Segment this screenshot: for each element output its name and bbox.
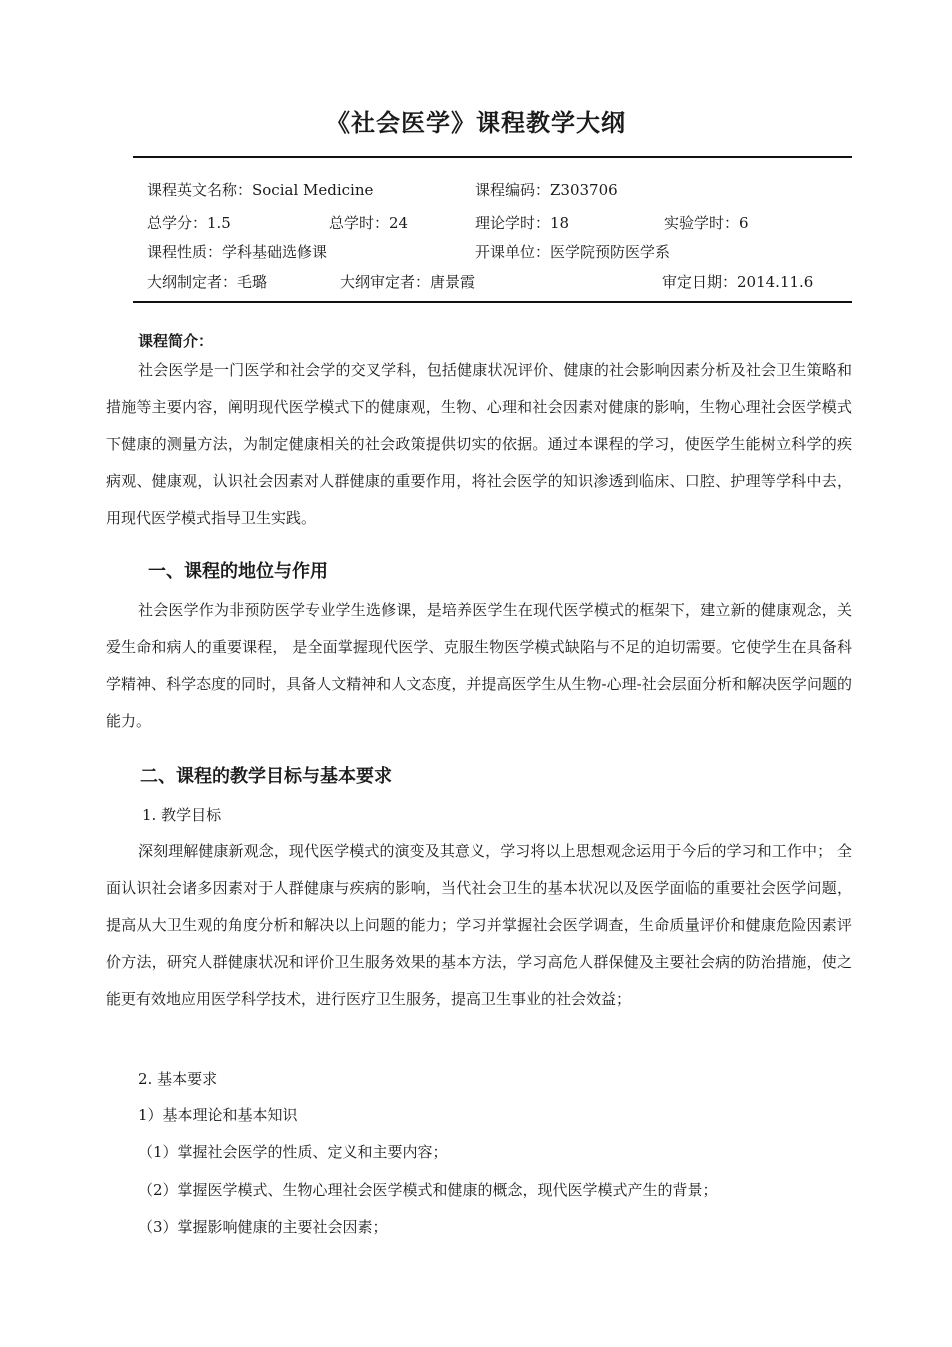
requirement-item: （2）掌握医学模式、生物心理社会医学模式和健康的概念，现代医学模式产生的背景；: [138, 1181, 718, 1199]
course-english-name: 课程英文名称：Social Medicine: [147, 181, 374, 199]
review-date: 审定日期：2014.11.6: [662, 273, 814, 291]
basic-theory-subheading: 1）基本理论和基本知识: [138, 1106, 298, 1124]
requirement-item: （1）掌握社会医学的性质、定义和主要内容；: [138, 1143, 448, 1161]
syllabus-author: 大纲制定者：毛璐: [147, 273, 268, 291]
section2-heading: 二、课程的教学目标与基本要求: [140, 766, 392, 787]
lab-hours: 实验学时：6: [664, 214, 749, 232]
teaching-goal-paragraph: 深刻理解健康新观念，现代医学模式的演变及其意义，学习将以上思想观念运用于今后的学习和工作中； 全面认识社会诸多因素对于人群健康与疾病的影响，当代社会卫生的基本状况以及医学面临的重要社会医学问题，提高从大卫生观的角度分析和解决以上问题的能力；学习并掌握社会医学调查，生命质量评价和健康危险因素评价方法，研究人群健康状况和评价卫生服务效果的基本方法，学习高危人群保健及主要社会病的防治措施，使之能更有效地应用医学科学技术，进行医疗卫生服务，提高卫生事业的社会效益；: [106, 842, 852, 1008]
total-hours: 总学时：24: [329, 214, 409, 232]
header-top-rule: [133, 156, 852, 158]
total-credits: 总学分：1.5: [147, 214, 231, 232]
course-department: 开课单位：医学院预防医学系: [475, 243, 671, 261]
course-nature: 课程性质：学科基础选修课: [147, 243, 328, 261]
teaching-goal-heading: 1. 教学目标: [142, 806, 222, 824]
section1-paragraph: 社会医学作为非预防医学专业学生选修课，是培养医学生在现代医学模式的框架下，建立新的健康观念，关爱生命和病人的重要课程， 是全面掌握现代医学、克服生物医学模式缺陷与不足的迫切需要。它使学生在具备科学精神、科学态度的同时，具备人文精神和人文态度，并提高医学生从生物-心理-社会层面分析和解决医学问题的能力。: [106, 601, 852, 730]
basic-requirements-heading: 2. 基本要求: [138, 1070, 218, 1088]
requirement-item: （3）掌握影响健康的主要社会因素；: [138, 1218, 388, 1236]
intro-heading: 课程简介：: [138, 332, 214, 350]
course-code: 课程编码：Z303706: [475, 181, 618, 199]
document-title: 《社会医学》课程教学大纲: [326, 109, 626, 137]
header-bottom-rule: [133, 301, 852, 303]
theory-hours: 理论学时：18: [475, 214, 570, 232]
intro-paragraph: 社会医学是一门医学和社会学的交叉学科，包括健康状况评价、健康的社会影响因素分析及社会卫生策略和措施等主要内容，阐明现代医学模式下的健康观，生物、心理和社会因素对健康的影响，生物心理社会医学模式下健康的测量方法，为制定健康相关的社会政策提供切实的依据。通过本课程的学习，使医学生能树立科学的疾病观、健康观，认识社会因素对人群健康的重要作用，将社会医学的知识渗透到临床、口腔、护理等学科中去，用现代医学模式指导卫生实践。: [106, 361, 852, 527]
section1-heading: 一、课程的地位与作用: [148, 561, 328, 582]
syllabus-reviewer: 大纲审定者：唐景霞: [340, 273, 476, 291]
